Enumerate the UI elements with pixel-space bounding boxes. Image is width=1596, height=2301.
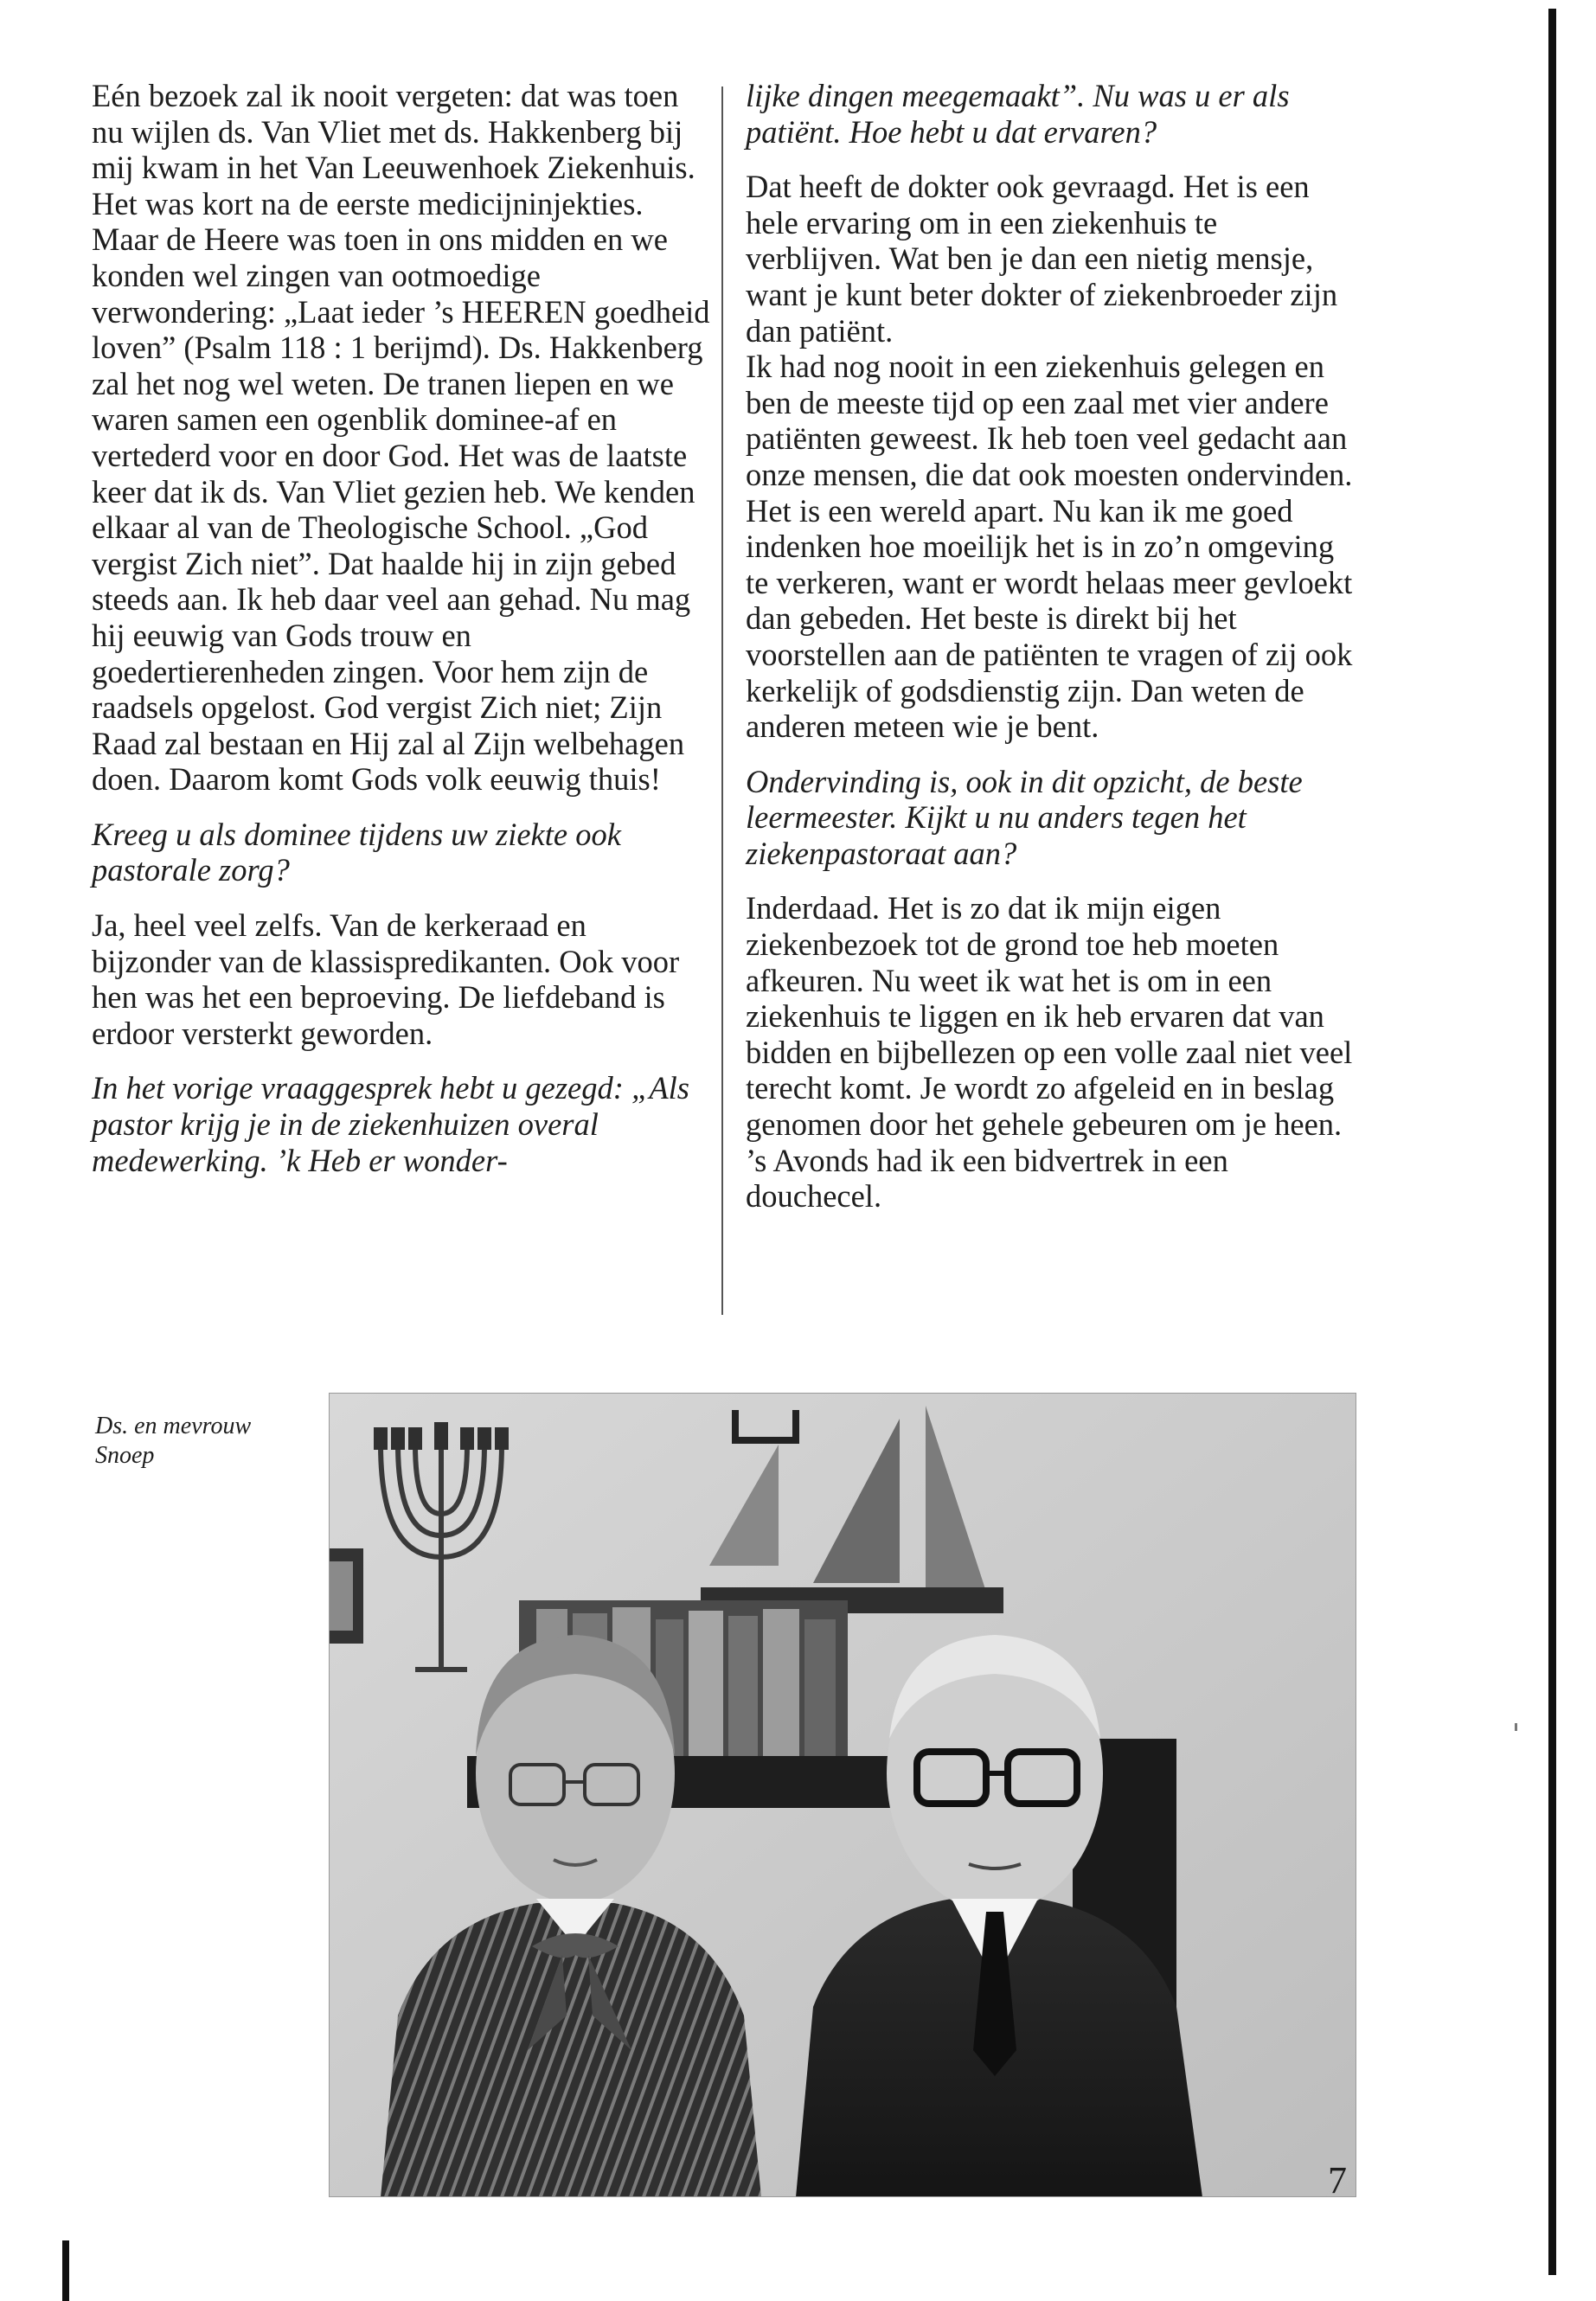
paragraph: Ja, heel veel zelfs. Van de kerkeraad en bijzonder van de klassispredikanten. Ook voor hen was het een beproeving. De liefdeband is erdoor versterkt geworden.	[92, 907, 680, 1051]
caption-line: Snoep	[95, 1442, 155, 1469]
caption-line: Ds. en mevrouw	[95, 1413, 252, 1439]
photo-caption	[95, 1412, 268, 1471]
column-divider	[721, 87, 723, 1315]
paragraph: Eén bezoek zal ik nooit vergeten: dat was toen nu wijlen ds. Van Vliet met ds. Hakkenberg bij mij kwam in het Van Leeuwenhoek Ziekenhuis. Het was kort na de eerste medicijninjekties. Maar de Heere was toen in ons midden en we konden wel zingen van ootmoedige verwondering: „Laat ieder ’s HEEREN goedheid loven” (Psalm 118 : 1 berijmd). Ds. Hakkenberg zal het nog wel weten. De tranen liepen en we waren samen een ogenblik dominee-af en vertederd voor en door God. Het was de laatste keer dat ik ds. Van Vliet gezien heb. We kenden elkaar al van de Theologische School. „God vergist Zich niet”. Dat haalde hij in zijn gebed steeds aan. Ik heb daar veel aan gehad. Nu mag hij eeuwig van Gods trouw en goedertierenheden zingen. Voor hem zijn de raadsels opgelost. God vergist Zich niet; Zijn Raad zal bestaan en Hij zal al Zijn welbehagen doen. Daarom komt Gods volk eeuwig thuis!	[92, 78, 710, 798]
portrait-photo	[329, 1393, 1356, 2197]
left-text-column	[92, 78, 710, 1197]
right-edge-rule	[1548, 9, 1556, 2275]
interview-question: lijke dingen meegemaakt”. Nu was u er als patiënt. Hoe hebt u dat ervaren?	[746, 78, 1290, 150]
interview-question: In het vorige vraaggesprek hebt u gezegd: „Als pastor krijg je in de ziekenhuizen overal medewerking. ’k Heb er wonder-	[92, 1070, 689, 1178]
paragraph: Inderdaad. Het is zo dat ik mijn eigen ziekenbezoek tot de grond toe heb moeten afkeuren. Nu weet ik wat het is om in een ziekenhuis te liggen en ik heb ervaren dat van bidden en bijbellezen op een volle zaal niet veel terecht komt. Je wordt zo afgeleid en in beslag genomen door het gehele gebeuren om je heen. ’s Avonds had ik een bidvertrek in een douchecel.	[746, 890, 1353, 1215]
page-number: 7	[1328, 2159, 1347, 2202]
right-text-column	[746, 78, 1356, 1234]
scan-speck	[1515, 1723, 1517, 1731]
left-edge-rule	[62, 2240, 69, 2301]
paragraph: Ik had nog nooit in een ziekenhuis gelegen en ben de meeste tijd op een zaal met vier andere patiënten geweest. Ik heb toen veel gedacht aan onze mensen, die dat ook moesten ondervinden. Het is een wereld apart. Nu kan ik me goed indenken hoe moeilijk het is in zo’n omgeving te verkeren, want er wordt helaas meer gevloekt dan gebeden. Het beste is direkt bij het voorstellen aan de patiënten te vragen of zij ook kerkelijk of godsdienstig zijn. Dan weten de anderen meteen wie je bent.	[746, 349, 1353, 745]
interview-question: Ondervinding is, ook in dit opzicht, de beste leermeester. Kijkt u nu anders tegen het ziekenpastoraat aan?	[746, 763, 1303, 871]
interview-question: Kreeg u als dominee tijdens uw ziekte ook pastorale zorg?	[92, 816, 621, 888]
paragraph: Dat heeft de dokter ook gevraagd. Het is een hele ervaring om in een ziekenhuis te verblijven. Wat ben je dan een nietig mensje, want je kunt beter dokter of ziekenbroeder zijn dan patiënt.	[746, 169, 1338, 349]
